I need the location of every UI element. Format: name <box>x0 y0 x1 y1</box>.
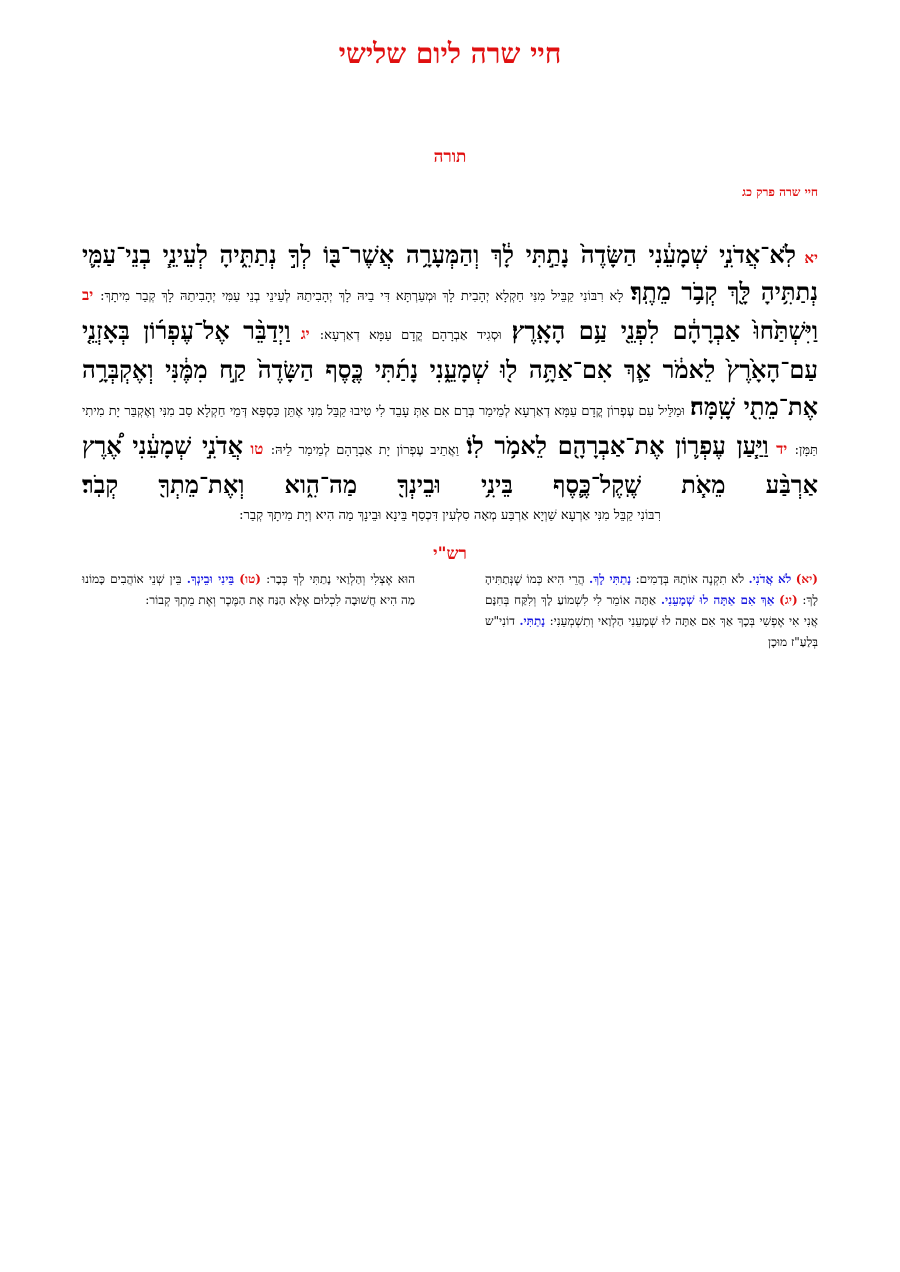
section-heading: תורה <box>433 147 467 167</box>
rashi-verse-ref: (יג) <box>779 593 798 607</box>
rashi-lemma: נָתַתִּי לָךְ. <box>589 572 632 586</box>
rashi-commentary <box>82 569 818 653</box>
verse-onkelos: לָא רִבּוֹנִי קַבֵּיל מִנִּי חַקְלָא יְהָבִית לָךְ וּמְעַרְתָּא דִּי בֵיהּ לָךְ יְהָבִיתַהּ לְעֵינֵי בְנֵי עַמִּי יְהָבִיתַהּ לָךְ קְבַר מִיתָךְ: <box>100 289 624 304</box>
verse-number: טו <box>250 440 264 458</box>
rashi-column-left <box>82 569 415 653</box>
torah-text <box>82 238 818 505</box>
verse-onkelos: וַאֲתֵיב עֶפְרוֹן יָת אַבְרָהָם לְמֵימַר לֵיהּ: <box>270 443 459 458</box>
verse-number: יד <box>776 440 788 458</box>
rashi-comment: דוֹנִי"ש בְּלַעַ"ז מוּכָן <box>485 614 818 649</box>
rashi-verse-ref: (טו) <box>239 572 261 586</box>
page-title: חיי שרה ליום שלישי <box>338 37 562 70</box>
verse-onkelos: וּמַלֵּיל עִם עֶפְרוֹן קֳדָם עַמָּא דְאַרְעָא לְמֵימַר בְּרַם אִם אַתְּ עָבֵד לִי טִיבוּ קַבֵּל מִנִּי אֶתֵּן כַּסְפָּא דְּמֵי חַקְלָא סַב מִנִּי וְאֶקְבַּר יָת מִיתִי תַּמָּן: <box>82 404 818 458</box>
verse-hebrew: אֲדֹנִ֣י שְׁמָעֵ֔נִי אֶ֠רֶץ אַרְבַּ֨ע מֵאֹ֧ת שֶֽׁקֶל־כֶּ֛סֶף בֵּינִ֥י וּבֵינְךָ֖ מַה־הִ֑וא וְאֶת־מֵתְךָ֖ קְבֹֽר׃ <box>82 431 818 499</box>
rashi-lemma: נָתַתִּי. <box>519 614 546 628</box>
verse-block <box>82 238 818 505</box>
verse-number: יב <box>82 286 94 304</box>
rashi-comment: בֵּין שְׁנֵי אוֹהֲבִים כָּמוֹנוּ מַה הִיא חֲשׁוּבָה לִכְלוּם אֶלָּא הַנַּח אֶת הַמֶּכֶר וְאֶת מֵתְךָ קְבוֹר: <box>82 572 415 607</box>
rashi-lemma: לֹא אֲדֹנִי. <box>748 572 792 586</box>
rashi-comment: אַתָּה אוֹמֵר לִי לִשְׁמוֹעַ לָךְ וְלִקַּח בְּחִנָּם אֲנִי אִי אֶפְשִׁי בְּכָךְ אַךְ אִם אַתָּה לוּ שְׁמָעֵנִי הַלְוַאי וְתִשְׁמְעֵנִי: <box>485 593 818 628</box>
rashi-lemma: אַךְ אִם אַתָּה לוּ שְׁמָעֵנִי. <box>660 593 775 607</box>
verse-hebrew: וַיְדַבֵּ֨ר אֶל־עֶפְר֜וֹן בְּאָזְנֵ֤י עַם־הָאָ֙רֶץ֙ לֵאמֹ֔ר אַ֛ךְ אִם־אַתָּ֥ה ל֖וּ שְׁמָעֵ֑נִי נָתַ֜תִּי כֶּ֤סֶף הַשָּׂדֶה֙ קַ֣ח מִמֶּ֔נִּי וְאֶקְבְּרָ֥ה אֶת־מֵתִ֖י שָֽׁמָּה׃ <box>82 316 818 421</box>
rashi-lemma: בֵּינִי וּבֵינְךָ. <box>186 572 235 586</box>
verse-hebrew: לֹֽא־אֲדֹנִ֣י שְׁמָעֵ֔נִי הַשָּׂדֶה֙ נָתַ֣תִּי לָ֔ךְ וְהַמְּעָרָ֥ה אֲשֶׁר־בּ֖וֹ לְךָ֣ נְתַתִּ֑יהָ לְעֵינֵ֧י בְנֵי־עַמִּ֛י נְתַתִּ֥יהָ לָּ֖ךְ קְבֹ֥ר מֵתֶֽךָ׃ <box>82 240 819 306</box>
verse-hebrew: וַיִּשְׁתַּ֙חוּ֙ אַבְרָהָ֔ם לִפְנֵ֖י עַ֥ם הָאָֽרֶץ׃ <box>511 316 818 345</box>
chapter-heading: חיי שרה פרק כג <box>742 185 818 199</box>
verse-number: יא <box>804 249 818 267</box>
verse-number: יג <box>300 325 310 343</box>
rashi-comment: הֲרֵי הִיא כְּמוֹ שֶׁנְּתַתִּיהָ לָךְ: <box>485 572 818 607</box>
rashi-comment: לֹא תִקְנֶה אוֹתָהּ בְּדָמִים: <box>635 572 745 586</box>
rashi-column-right <box>485 569 818 653</box>
verse-hebrew: וַיַּ֧עַן עֶפְר֛וֹן אֶת־אַבְרָהָ֖ם לֵאמֹ֥ר לֽוֹ׃ <box>466 431 769 460</box>
verse-onkelos: רִבּוֹנִי קַבֵּל מִנִּי אַרְעָא שַׁוְיָא אַרְבַּע מְאָה סִלְעִין דִּכְסַף בֵּינָא וּבֵינָךְ מַה הִיא וְיָת מִיתָךְ קְבַר: <box>239 508 661 523</box>
rashi-heading: רש"י <box>433 544 467 564</box>
verse-onkelos: וּסְגִיד אַבְרָהָם קֳדָם עַמָּא דְאַרְעָא: <box>319 328 502 343</box>
rashi-comment: הוּא אֶצְלִי וְהַלְוַאי נָתַתִּי לְךָ כְּבָר: <box>266 572 415 586</box>
rashi-verse-ref: (יא) <box>795 572 818 586</box>
